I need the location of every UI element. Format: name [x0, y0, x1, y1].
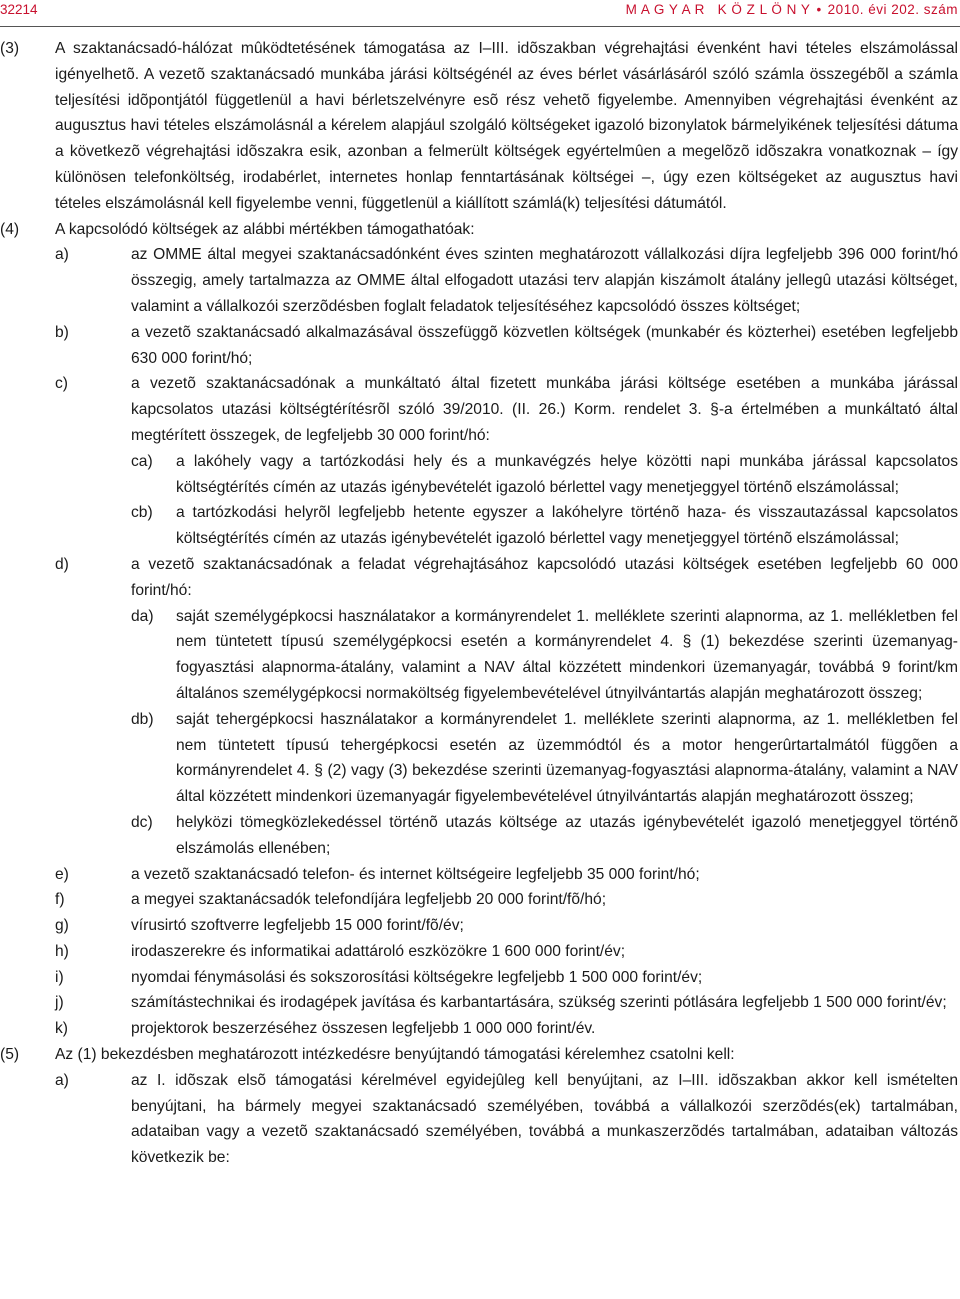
item-text: számítástechnikai és irodagépek javítása és karbantartására, szükség szerinti pótlására legfeljebb 1 500 000 forint/év; — [131, 994, 947, 1012]
item-text: a vezetõ szaktanácsadónak a munkáltató által fizetett munkába járási költsége esetében a munkába járással kapcsolatos utazási költségtérítésrõl szóló 39/2010. (II. 26.) Korm. rendelet 3. §-a értelmében a munkáltató által megtérített összegek, de legfeljebb 30 000 forint/hó: — [131, 375, 958, 444]
sub-mark: cb) — [131, 504, 153, 522]
item-text: a vezetõ szaktanácsadó alkalmazásával összefüggõ közvetlen költségek (munkabér és közterhei) esetében legfeljebb 630 000 forint/hó; — [131, 323, 958, 367]
item-mark: g) — [55, 917, 69, 935]
section-4 — [0, 217, 958, 243]
sub-item-dc — [0, 810, 958, 862]
list-item-i — [0, 965, 958, 991]
sub-item-ca — [0, 449, 958, 501]
item-mark: j) — [55, 994, 64, 1012]
section-5 — [0, 1042, 958, 1068]
sub-item-da — [0, 604, 958, 707]
page-header — [0, 0, 960, 27]
list-item-d — [0, 552, 958, 604]
section-number: (3) — [0, 40, 20, 57]
item-text: az I. idõszak elsõ támogatási kérelmével egyidejûleg kell benyújtani, az I–III. idõszakban akkor kell ismételten benyújtani, ha bármely megyei szaktanácsadó személyében, továbbá a vállalkozói szerzõdés(ek) tartalmában, adataiban vagy a vezetõ szaktanácsadó személyében, továbbá a munkaszerzõdés tartalmában, adataiban változás következik be: — [131, 1071, 958, 1167]
item-mark: d) — [55, 555, 69, 573]
journal-name: M A G Y A R K Ö Z L Ö N Y — [625, 2, 811, 17]
sub-mark: dc) — [131, 813, 153, 831]
section-text: A szaktanácsadó-hálózat mûködtetésének támogatása az I–III. idõszakban végrehajtási évenként havi tételes elszámolással igényelhetõ. A vezetõ szaktanácsadó munkába járási költségénél az éves bérlet vásárlásáról szóló számla összegébõl a számla teljesítési idõpontjától függetlenül a havi bérletszelvényre esõ rész vehetõ figyelembe. Amennyiben végrehajtási évenként az augusztus havi tételes elszámolásnál a kérelem alapjául szolgáló költségeket igazoló bizonylatok bármelyikének teljesítési dátuma a következõ végrehajtási idõszakra esik, azonban a felmerült költségek egyértelmûen a megelõzõ idõszakra vonatkoznak – így különösen telefonköltség, irodabérlet, internetes honlap fenntartásának költségei –, úgy ezen költségeket az augusztus havi tételes elszámolásnál kell figyelembe venni, függetlenül a kiállított számlá(k) teljesítési dátumától. — [55, 40, 958, 212]
section-number: (5) — [0, 1046, 20, 1064]
item-text: projektorok beszerzéséhez összesen legfeljebb 1 000 000 forint/év. — [131, 1020, 596, 1038]
sub-item-db — [0, 707, 958, 810]
list-item-g — [0, 913, 958, 939]
sub-mark: ca) — [131, 452, 153, 470]
sub-text: saját tehergépkocsi használatakor a kormányrendelet 1. melléklete szerinti alapnorma, az 1. mellékletben fel nem tüntetett típusú tehergépkocsi esetén az üzemmódtól és a motor hengerûrtartalmától függõen a kormányrendelet 4. § (2) vagy (3) bekezdése szerinti üzemanyag-fogyasztási alapnorma-átalány, valamint a NAV által közzétett mindenkori üzemanyagár figyelembevételével útnyilvántartás alapján meghatározott összeg; — [176, 710, 958, 806]
list-item-c — [0, 371, 958, 448]
sub-mark: db) — [131, 710, 154, 728]
list-item-5a — [0, 1068, 958, 1171]
list-item-f — [0, 887, 958, 913]
sub-item-cb — [0, 500, 958, 552]
item-text: a vezetõ szaktanácsadónak a feladat végrehajtásához kapcsolódó utazási költségek esetében legfeljebb 60 000 forint/hó: — [131, 555, 958, 599]
list-item-j — [0, 990, 958, 1016]
sub-text: a lakóhely vagy a tartózkodási hely és a munkavégzés helye közötti napi munkába járással kapcsolatos költségtérítés címén az utazás igénybevételét igazoló bérlettel vagy menetjeggyel történõ elszámolással; — [176, 452, 958, 496]
list-item-k — [0, 1016, 958, 1042]
journal-title — [626, 2, 958, 17]
section-text: A kapcsolódó költségek az alábbi mértékben támogathatóak: — [55, 220, 475, 238]
item-text: nyomdai fénymásolási és sokszorosítási költségekre legfeljebb 1 500 000 forint/év; — [131, 968, 703, 986]
document-body — [0, 36, 958, 1171]
item-mark: k) — [55, 1020, 68, 1038]
item-text: az OMME által megyei szaktanácsadónként éves szinten meghatározott vállalkozási díjra legfeljebb 396 000 forint/hó összegig, amely tartalmazza az OMME által elfogadott utazási terv alapján kiszámolt átalány jellegû utazási költséget, valamint a vállalkozói szerzõdésben foglalt feladatok teljesítéséhez kapcsolódó összes költséget; — [131, 246, 958, 315]
journal-issue: 2010. évi 202. szám — [827, 2, 958, 17]
list-item-h — [0, 939, 958, 965]
item-mark: i) — [55, 968, 64, 986]
item-text: irodaszerekre és informatikai adattároló eszközökre 1 600 000 forint/év; — [131, 942, 626, 960]
list-item-e — [0, 862, 958, 888]
item-text: a megyei szaktanácsadók telefondíjára legfeljebb 20 000 forint/fõ/hó; — [131, 891, 607, 909]
sub-text: helyközi tömegközlekedéssel történõ utazás költsége az utazás igénybevételét igazoló menetjeggyel történõ elszámolás ellenében; — [176, 813, 958, 857]
bullet-icon: • — [816, 2, 822, 17]
list-item-a — [0, 242, 958, 319]
section-text: Az (1) bekezdésben meghatározott intézkedésre benyújtandó támogatási kérelemhez csatolni kell: — [55, 1046, 735, 1064]
section-3 — [0, 36, 958, 217]
item-text: a vezetõ szaktanácsadó telefon- és internet költségeire legfeljebb 35 000 forint/hó; — [131, 865, 700, 883]
item-mark: h) — [55, 942, 69, 960]
item-mark: f) — [55, 891, 65, 909]
item-mark: b) — [55, 323, 69, 341]
item-mark: c) — [55, 375, 68, 393]
list-item-b — [0, 320, 958, 372]
item-mark: e) — [55, 865, 69, 883]
item-mark: a) — [55, 1071, 69, 1089]
page-number: 32214 — [0, 2, 38, 17]
item-mark: a) — [55, 246, 69, 264]
sub-text: a tartózkodási helyrõl legfeljebb hetente egyszer a lakóhelyre történõ haza- és visszautazással kapcsolatos költségtérítés címén az utazás igénybevételét igazoló bérlettel vagy menetjeggyel történõ elszámolással; — [176, 504, 958, 548]
section-number: (4) — [0, 220, 20, 238]
item-text: vírusirtó szoftverre legfeljebb 15 000 forint/fõ/év; — [131, 917, 464, 935]
sub-mark: da) — [131, 607, 154, 625]
sub-text: saját személygépkocsi használatakor a kormányrendelet 1. melléklete szerinti alapnorma, az 1. mellékletben fel nem tüntetett típusú személygépkocsi esetén a kormányrendelet 4. § (1) bekezdése szerinti üzemanyag-fogyasztási alapnorma-átalány, valamint a NAV által közzétett mindenkori üzemanyagár, továbbá 9 forint/km általános személygépkocsi normaköltség figyelembevételével útnyilvántartás alapján meghatározott összeg; — [176, 607, 958, 702]
